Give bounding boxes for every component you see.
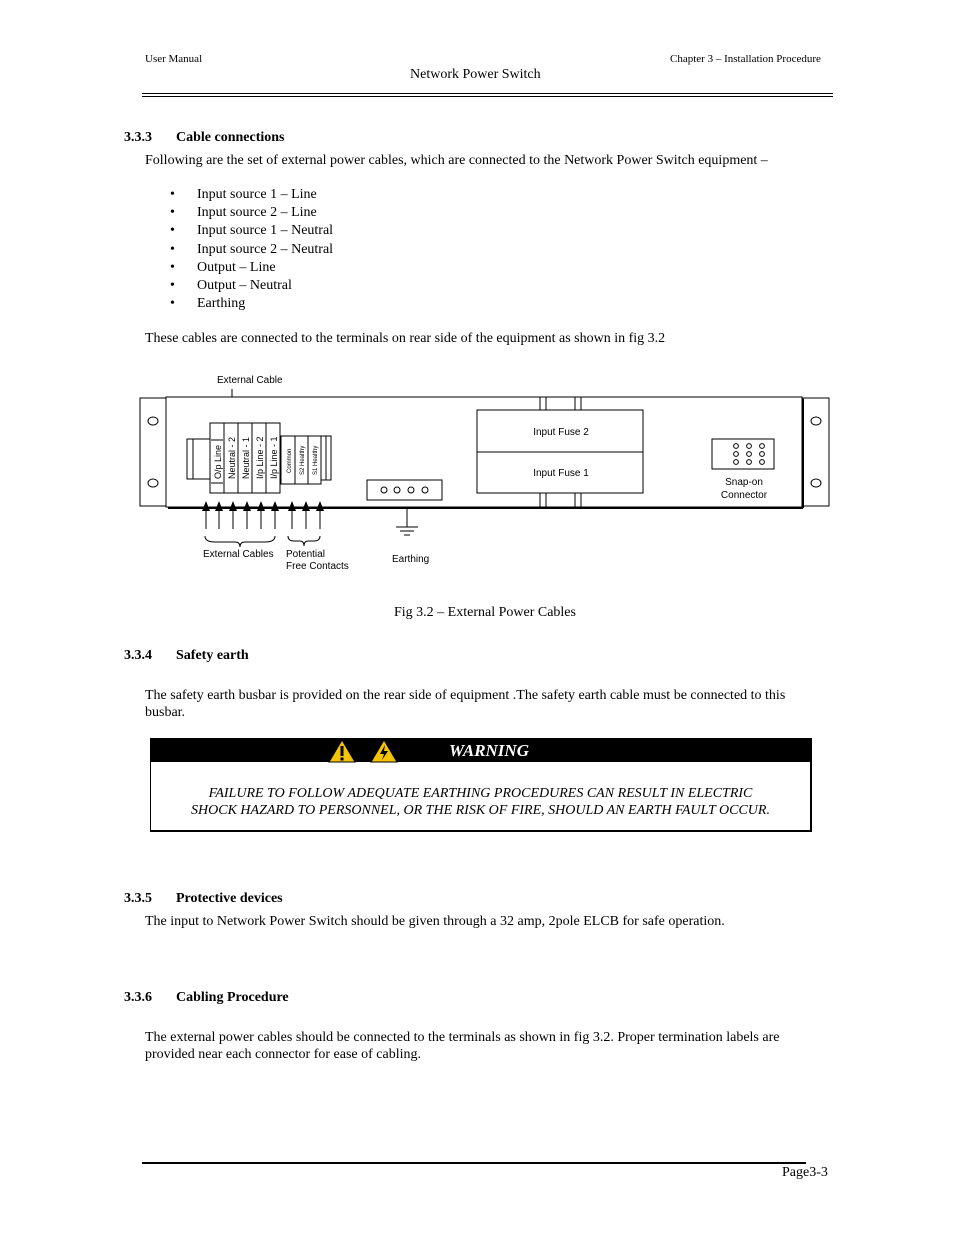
warning-title: WARNING — [449, 741, 529, 760]
section-number: 3.3.5 — [124, 891, 152, 906]
high-voltage-warning-icon — [371, 740, 397, 762]
potential-label: Potential — [286, 549, 325, 560]
terminal-label: O/p Line — [213, 444, 223, 479]
external-cables-label: External Cables — [203, 549, 274, 560]
section-number: 3.3.3 — [124, 130, 152, 145]
section-title: Cable connections — [176, 130, 285, 145]
right-mounting-ear — [803, 398, 829, 506]
external-cable-label: External Cable — [217, 375, 283, 386]
contact-label: Common — [287, 448, 293, 473]
section-title: Safety earth — [176, 648, 249, 663]
list-item: • Input source 2 – Line — [170, 204, 333, 222]
warning-text — [151, 785, 810, 819]
warning-bar — [151, 739, 810, 762]
page-label: Page — [782, 1165, 810, 1180]
rear-panel-diagram — [0, 0, 954, 600]
safety-earth-line-1: The safety earth busbar is provided on the rear side of equipment .The safety earth cable must be connected to this — [145, 688, 786, 703]
contact-label: S2 Healthy — [300, 445, 306, 475]
list-item: • Output – Line — [170, 259, 333, 277]
list-item: • Output – Neutral — [170, 277, 333, 295]
terminal-label: I/p Line - 1 — [269, 436, 279, 479]
terminal-end-left — [187, 439, 211, 479]
section-title: Protective devices — [176, 891, 283, 906]
figure-caption: Fig 3.2 – External Power Cables — [394, 605, 576, 620]
section-title: Cabling Procedure — [176, 990, 289, 1005]
cable-terminal-paragraph: These cables are connected to the terminals on rear side of the equipment as shown in fig 3.2 — [145, 331, 666, 346]
terminal-label: I/p Line - 2 — [255, 436, 265, 479]
section-3-3-6-heading — [124, 990, 289, 1006]
header-title: Network Power Switch — [410, 67, 541, 82]
warning-box — [150, 738, 812, 832]
input-fuse-2-label: Input Fuse 2 — [533, 427, 589, 438]
input-fuse-1-label: Input Fuse 1 — [533, 468, 589, 479]
safety-earth-line-2: busbar. — [145, 705, 186, 720]
footer-page — [782, 1165, 828, 1181]
snap-on-label: Snap-on — [725, 477, 763, 488]
cabling-procedure-line-2: provided near each connector for ease of cabling. — [145, 1047, 421, 1062]
cabling-procedure-line-1: The external power cables should be connected to the terminals as shown in fig 3.2. Proper termination labels are — [145, 1030, 780, 1045]
terminal-label: Neutral - 1 — [241, 436, 251, 479]
cable-intro-paragraph: Following are the set of external power cables, which are connected to the Network Power Switch equipment – — [145, 153, 768, 168]
header-right: Chapter 3 – Installation Procedure — [670, 53, 821, 65]
earthing-connector — [367, 480, 442, 500]
footer-rule — [142, 1162, 806, 1164]
list-item: • Input source 1 – Neutral — [170, 222, 333, 240]
left-mounting-ear — [140, 398, 166, 506]
potential-contacts-brace — [288, 536, 320, 546]
contact-label: S1 Healthy — [313, 445, 319, 475]
list-item: • Input source 2 – Neutral — [170, 241, 333, 259]
external-cables-brace — [205, 536, 275, 547]
list-item: • Earthing — [170, 295, 333, 313]
header-left: User Manual — [145, 53, 203, 65]
list-item: • Input source 1 – Line — [170, 186, 333, 204]
section-3-3-5-heading — [124, 891, 283, 907]
terminal-label: Neutral - 2 — [227, 436, 237, 479]
protective-devices-text: The input to Network Power Switch should be given through a 32 amp, 2pole ELCB for safe operation. — [145, 914, 725, 929]
earthing-label: Earthing — [392, 554, 430, 565]
free-contacts-label: Free Contacts — [286, 561, 349, 572]
warning-line-1: FAILURE TO FOLLOW ADEQUATE EARTHING PROCEDURES CAN RESULT IN ELECTRIC — [208, 786, 753, 801]
section-number: 3.3.4 — [124, 648, 152, 663]
exclamation-warning-icon — [329, 740, 355, 762]
section-number: 3.3.6 — [124, 990, 152, 1005]
connector-label: Connector — [720, 490, 768, 501]
section-3-3-4-heading — [124, 648, 249, 664]
warning-line-2: SHOCK HAZARD TO PERSONNEL, OR THE RISK OF FIRE, SHOULD AN EARTH FAULT OCCUR. — [191, 803, 770, 818]
warning-icons — [328, 739, 418, 764]
page-number: 3-3 — [809, 1165, 828, 1180]
